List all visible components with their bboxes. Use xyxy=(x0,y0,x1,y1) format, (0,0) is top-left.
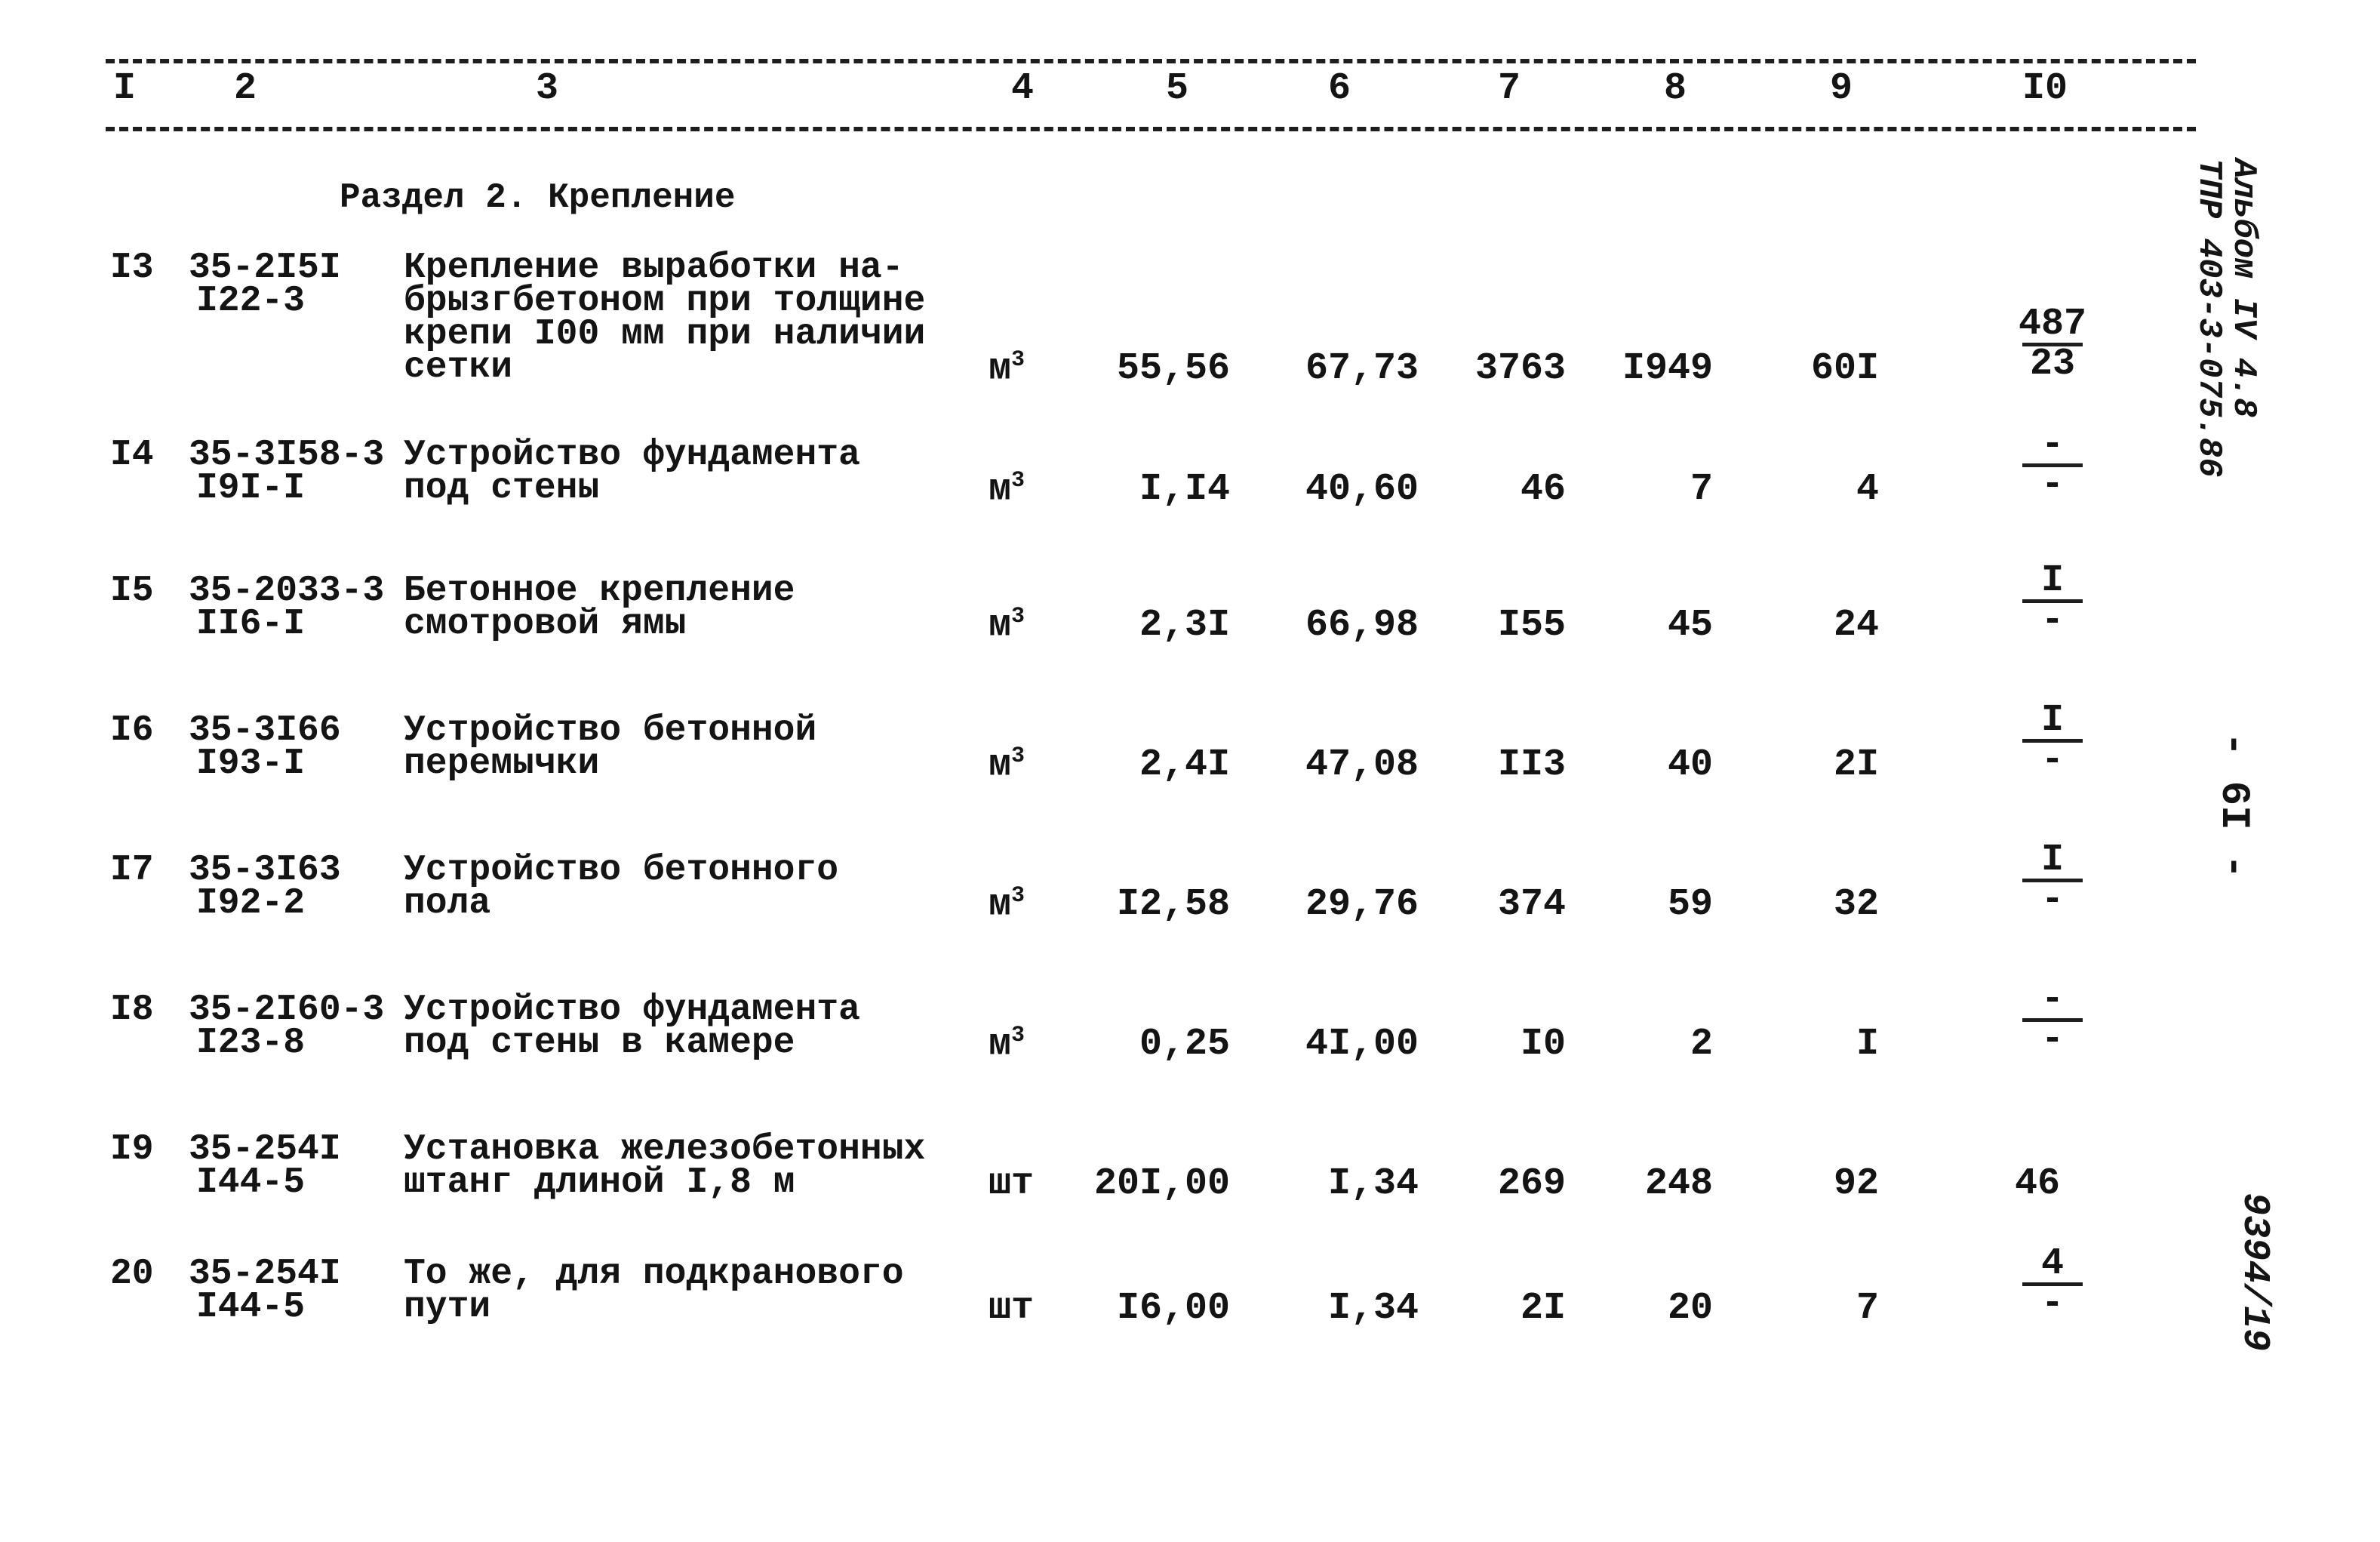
value-c8: I949 xyxy=(1622,347,1713,390)
value-c5: 20I,00 xyxy=(1093,1162,1230,1205)
value-c5: 55,56 xyxy=(1116,347,1230,390)
value-c8: 45 xyxy=(1667,604,1713,647)
unit-text: м xyxy=(989,347,1012,391)
rate-subcode: I92-2 xyxy=(196,883,306,924)
unit-of-measure xyxy=(989,743,1025,787)
fraction-numerator: 487 xyxy=(2018,303,2086,346)
work-description-line: сетки xyxy=(404,347,513,388)
fraction-numerator: I xyxy=(2040,559,2064,602)
rate-code: 35-3I58-3 xyxy=(189,435,385,476)
unit-text: м xyxy=(989,743,1012,787)
unit-of-measure xyxy=(989,468,1025,512)
value-c5: 2,4I xyxy=(1139,743,1230,786)
value-c9: 7 xyxy=(1856,1287,1879,1330)
unit-text: м xyxy=(989,883,1012,927)
rate-code: 35-254I xyxy=(189,1254,341,1294)
work-description-line: пола xyxy=(404,883,491,924)
value-c7: 269 xyxy=(1497,1162,1566,1205)
rate-code: 35-2I60-3 xyxy=(189,990,385,1030)
column-header-6: 6 xyxy=(1328,67,1351,110)
page-number: - 6I - xyxy=(2210,732,2256,879)
rate-subcode: I23-8 xyxy=(196,1023,306,1063)
unit-of-measure xyxy=(989,883,1025,927)
work-description-line: брызгбетоном при толщине xyxy=(404,281,926,322)
fraction-denominator: - xyxy=(2040,599,2064,642)
unit-exponent: 3 xyxy=(1011,1023,1025,1048)
row-number: I7 xyxy=(110,850,154,891)
value-c9: 60I xyxy=(1810,347,1879,390)
work-description-line: Устройство бетонного xyxy=(404,850,839,891)
row-number: I5 xyxy=(110,571,154,611)
rate-subcode: I22-3 xyxy=(196,281,306,322)
value-c10: 46 xyxy=(2015,1162,2061,1205)
unit-text: шт xyxy=(989,1162,1035,1205)
value-c7: II3 xyxy=(1497,743,1566,786)
album-line-2: ТПР 403-3-075.86 xyxy=(2190,159,2228,478)
row-number: I4 xyxy=(110,435,154,476)
work-description-line: крепи I00 мм при наличии xyxy=(404,314,926,355)
work-description-line: под стены xyxy=(404,468,600,509)
value-c5: I6,00 xyxy=(1116,1287,1230,1330)
value-c8: 59 xyxy=(1667,883,1713,926)
value-c10-fraction xyxy=(2007,423,2098,506)
fraction-numerator: I xyxy=(2040,699,2064,742)
unit-text: шт xyxy=(989,1287,1035,1330)
value-c8: 7 xyxy=(1690,468,1713,511)
value-c7: I55 xyxy=(1497,604,1566,647)
value-c10-fraction xyxy=(2007,699,2098,782)
work-description-line: перемычки xyxy=(404,743,600,784)
fraction-denominator: - xyxy=(2040,739,2064,782)
rate-subcode: I93-I xyxy=(196,743,306,784)
value-c8: 20 xyxy=(1667,1287,1713,1330)
value-c6: 66,98 xyxy=(1305,604,1419,647)
work-description-line: Устройство бетонной xyxy=(404,710,817,751)
work-description-line: пути xyxy=(404,1287,491,1328)
value-c10-fraction xyxy=(2007,1242,2098,1325)
unit-of-measure xyxy=(989,1162,1034,1205)
unit-exponent: 3 xyxy=(1011,604,1025,629)
fraction-denominator: - xyxy=(2040,1018,2064,1061)
column-header-3: 3 xyxy=(536,67,559,110)
fraction-numerator: - xyxy=(2040,423,2064,466)
unit-text: м xyxy=(989,468,1012,512)
rate-code: 35-254I xyxy=(189,1129,341,1170)
value-c9: 92 xyxy=(1833,1162,1879,1205)
rate-code: 35-3I66 xyxy=(189,710,341,751)
value-c9: 32 xyxy=(1833,883,1879,926)
value-c6: I,34 xyxy=(1327,1162,1419,1205)
row-number: 20 xyxy=(110,1254,154,1294)
value-c10-fraction xyxy=(2007,559,2098,642)
unit-of-measure xyxy=(989,604,1025,648)
value-c6: 67,73 xyxy=(1305,347,1419,390)
column-header-4: 4 xyxy=(1011,67,1035,110)
fraction-denominator: - xyxy=(2040,463,2064,506)
work-description-line: Устройство фундамента xyxy=(404,435,860,476)
value-c6: 4I,00 xyxy=(1305,1023,1419,1066)
rate-subcode: II6-I xyxy=(196,604,306,645)
unit-exponent: 3 xyxy=(1011,468,1025,494)
unit-of-measure xyxy=(989,1023,1025,1066)
row-number: I8 xyxy=(110,990,154,1030)
value-c6: 47,08 xyxy=(1305,743,1419,786)
rate-subcode: I9I-I xyxy=(196,468,306,509)
column-header-8: 8 xyxy=(1664,67,1687,110)
row-number: I9 xyxy=(110,1129,154,1170)
fraction-numerator: - xyxy=(2040,978,2064,1021)
value-c5: 2,3I xyxy=(1139,604,1230,647)
fraction-numerator: 4 xyxy=(2040,1242,2064,1285)
fraction-numerator: I xyxy=(2040,839,2064,882)
rate-subcode: I44-5 xyxy=(196,1162,306,1203)
work-description-line: Крепление выработки на- xyxy=(404,248,904,288)
value-c5: I,I4 xyxy=(1139,468,1230,511)
value-c9: 2I xyxy=(1833,743,1879,786)
rate-code: 35-2033-3 xyxy=(189,571,385,611)
rate-subcode: I44-5 xyxy=(196,1287,306,1328)
value-c5: I2,58 xyxy=(1116,883,1230,926)
row-number: I6 xyxy=(110,710,154,751)
value-c9: I xyxy=(1856,1023,1879,1066)
value-c8: 2 xyxy=(1690,1023,1713,1066)
value-c7: 2I xyxy=(1520,1287,1566,1330)
work-description-line: Бетонное крепление xyxy=(404,571,795,611)
rate-code: 35-3I63 xyxy=(189,850,341,891)
value-c6: 29,76 xyxy=(1305,883,1419,926)
inventory-number: 9394/19 xyxy=(2233,1193,2276,1352)
column-header-9: 9 xyxy=(1830,67,1853,110)
work-description-line: Установка железобетонных xyxy=(404,1129,926,1170)
value-c10-fraction xyxy=(2007,303,2098,386)
value-c10-fraction xyxy=(2007,978,2098,1061)
value-c9: 24 xyxy=(1833,604,1879,647)
unit-of-measure xyxy=(989,1287,1034,1330)
row-number: I3 xyxy=(110,248,154,288)
value-c6: I,34 xyxy=(1327,1287,1419,1330)
unit-exponent: 3 xyxy=(1011,743,1025,769)
work-description-line: Устройство фундамента xyxy=(404,990,860,1030)
value-c8: 40 xyxy=(1667,743,1713,786)
work-description-line: То же, для подкранового xyxy=(404,1254,904,1294)
value-c7: I0 xyxy=(1520,1023,1566,1066)
work-description-line: под стены в камере xyxy=(404,1023,795,1063)
column-header-2: 2 xyxy=(234,67,257,110)
rate-code: 35-2I5I xyxy=(189,248,341,288)
column-header-5: 5 xyxy=(1166,67,1189,110)
fraction-denominator: - xyxy=(2040,1282,2064,1325)
column-header-10: I0 xyxy=(2022,67,2068,110)
header-bottom-rule xyxy=(106,127,2196,131)
header-top-rule xyxy=(106,59,2196,63)
unit-exponent: 3 xyxy=(1011,347,1025,373)
value-c7: 374 xyxy=(1497,883,1566,926)
value-c6: 40,60 xyxy=(1305,468,1419,511)
work-description-line: смотровой ямы xyxy=(404,604,687,645)
section-title: Раздел 2. Крепление xyxy=(340,178,736,217)
value-c7: 46 xyxy=(1520,468,1566,511)
unit-exponent: 3 xyxy=(1011,883,1025,909)
value-c5: 0,25 xyxy=(1139,1023,1230,1066)
unit-text: м xyxy=(989,1023,1012,1066)
column-header-1: I xyxy=(113,67,137,110)
album-line-1: Альбом IV 4.8 xyxy=(2225,159,2262,418)
work-description-line: штанг длиной I,8 м xyxy=(404,1162,795,1203)
unit-text: м xyxy=(989,604,1012,648)
column-header-7: 7 xyxy=(1498,67,1521,110)
value-c8: 248 xyxy=(1644,1162,1713,1205)
value-c9: 4 xyxy=(1856,468,1879,511)
value-c10-fraction xyxy=(2007,839,2098,922)
album-reference xyxy=(2191,159,2261,477)
unit-of-measure xyxy=(989,347,1025,391)
value-c7: 3763 xyxy=(1474,347,1566,390)
fraction-denominator: 23 xyxy=(2029,343,2075,386)
fraction-denominator: - xyxy=(2040,879,2064,922)
